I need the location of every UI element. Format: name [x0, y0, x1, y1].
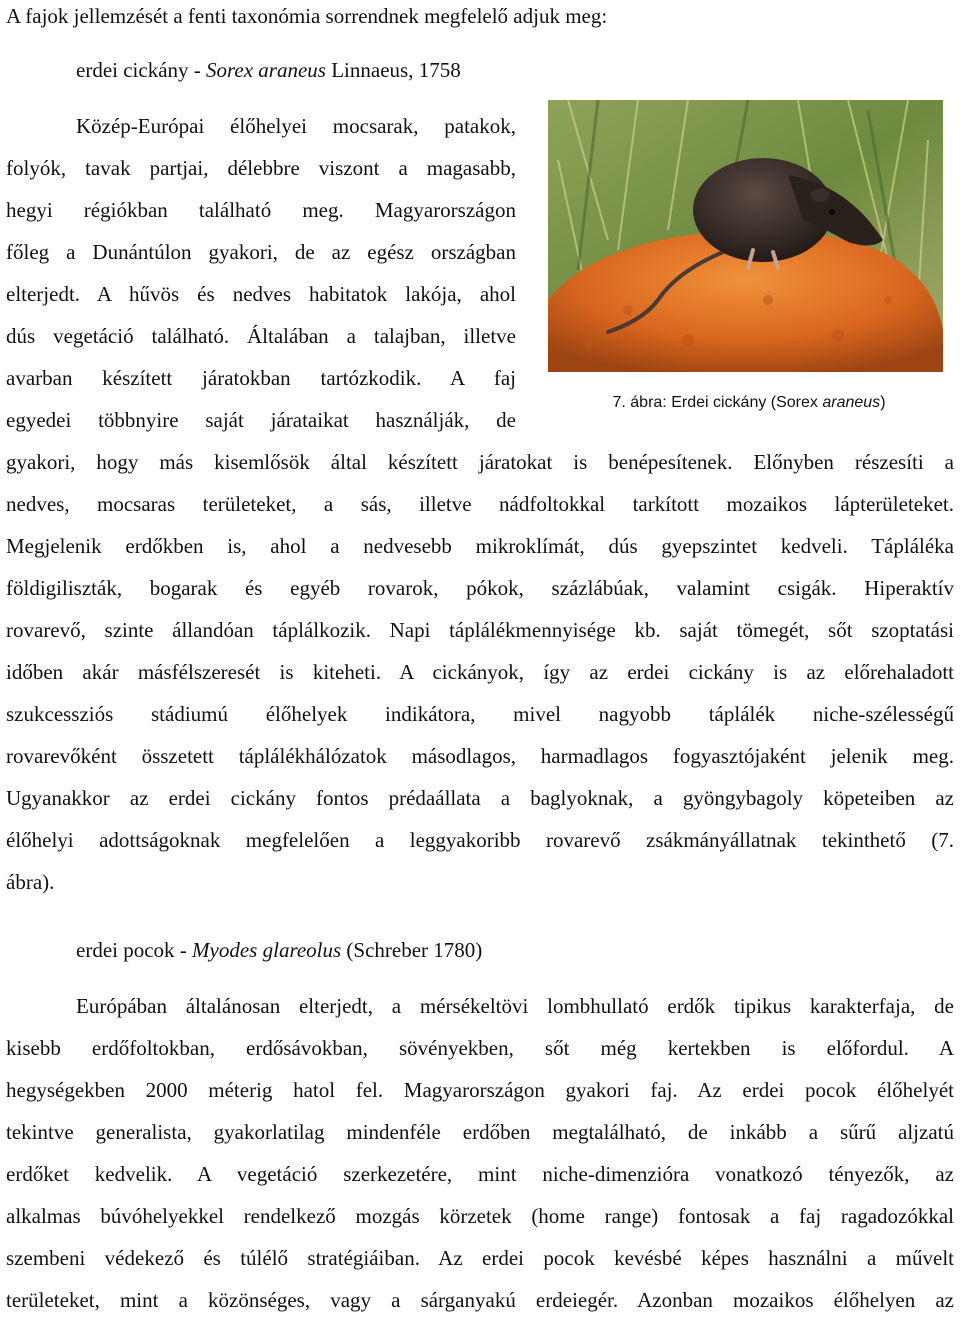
caption-text: 7. ábra: Erdei cickány (Sorex [612, 394, 823, 411]
text-line: időben akár másfélszeresét is kiteheti. A cickányok, így az erdei cickány is az előrehaladott [6, 660, 954, 684]
vole-paragraph [6, 992, 954, 1328]
species-common-name: erdei cickány - [76, 58, 207, 82]
species-heading-vole [76, 936, 482, 964]
caption-italic: araneus [822, 394, 881, 411]
text-line: egyedei többnyire saját járataikat használják, de [6, 408, 516, 432]
shrew-paragraph-full [6, 448, 954, 910]
species-latin-name: Myodes glareolus [192, 938, 342, 962]
text-line: területeket, mint a közönséges, vagy a sárganyakú erdeiegér. Azonban mozaikos élőhelyen az [6, 1288, 954, 1312]
caption-suffix: ) [880, 394, 886, 411]
species-authority: Linnaeus, 1758 [325, 58, 461, 82]
species-heading-shrew [76, 56, 461, 84]
text-line: földigiliszták, bogarak és egyéb rovarok, pókok, százlábúak, valamint csigák. Hiperaktív [6, 576, 954, 600]
text-line: ábra). [6, 870, 55, 894]
text-line: Közép-Európai élőhelyei mocsarak, patakok, [76, 114, 516, 138]
text-line: rovarevő, szinte állandóan táplálkozik. Napi táplálékmennyisége kb. saját tömegét, sőt szoptatási [6, 618, 954, 642]
text-line: Ugyanakkor az erdei cickány fontos prédaállata a baglyoknak, a gyöngybagoly köpeteiben az [6, 786, 954, 810]
text-line: tekintve generalista, gyakorlatilag mindenféle erdőben megtalálható, de inkább a sűrű aljzatú [6, 1120, 954, 1144]
text-line: hegységekben 2000 méterig hatol fel. Magyarországon gyakori faj. Az erdei pocok élőhelyét [6, 1078, 954, 1102]
species-authority: (Schreber 1780) [341, 938, 483, 962]
species-common-name: erdei pocok - [76, 938, 193, 962]
shrew-paragraph-wrapped [6, 112, 516, 448]
text-line: főleg a Dunántúlon gyakori, de az egész országban [6, 240, 516, 264]
text-line: nedves, mocsaras területeket, a sás, illetve nádfoltokkal tarkított mozaikos lápterületeket. [6, 492, 954, 516]
text-line: Megjelenik erdőkben is, ahol a nedvesebb mikroklímát, dús gyepszintet kedveli. Tápláléka [6, 534, 954, 558]
text-line: Európában általánosan elterjedt, a mérsékeltövi lombhullató erdők tipikus karakterfaja, de [76, 994, 954, 1018]
text-line: kisebb erdőfoltokban, erdősávokban, sövényekben, sőt még kertekben is előfordul. A [6, 1036, 954, 1060]
text-line: gyakori, hogy más kisemlősök által készített járatokat is benépesítenek. Előnyben részesíti a [6, 450, 954, 474]
species-latin-name: Sorex araneus [206, 58, 326, 82]
text-line: folyók, tavak partjai, délebbre viszont a magasabb, [6, 156, 516, 180]
text-line: elterjedt. A hűvös és nedves habitatok lakója, ahol [6, 282, 516, 306]
text-line: erdőket kedvelik. A vegetáció szerkezetére, mint niche-dimenzióra vonatkozó tényezők, az [6, 1162, 954, 1186]
text-line: alkalmas búvóhelyekkel rendelkező mozgás körzetek (home range) fontosak a faj ragadozókkal [6, 1204, 954, 1228]
text-line: rovarevőként összetett táplálékhálózatok másodlagos, harmadlagos fogyasztójaként jelenik meg. [6, 744, 954, 768]
intro-sentence: A fajok jellemzését a fenti taxonómia sorrendnek megfelelő adjuk meg: [6, 4, 608, 28]
figure-caption [548, 393, 950, 413]
text-line: dús vegetáció található. Általában a talajban, illetve [6, 324, 516, 348]
text-line: avarban készített járatokban tartózkodik. A faj [6, 366, 516, 390]
text-line: szembeni védekező és túlélő stratégiáiban. Az erdei pocok kevésbé képes használni a művelt [6, 1246, 954, 1270]
text-line: szukcessziós stádiumú élőhelyek indikátora, mivel nagyobb táplálék niche-szélességű [6, 702, 954, 726]
text-line: hegyi régiókban található meg. Magyarországon [6, 198, 516, 222]
text-line: élőhelyi adottságoknak megfelelően a leggyakoribb rovarevő zsákmányállatnak tekinthető (7. [6, 828, 954, 852]
shrew-photo [548, 100, 943, 372]
